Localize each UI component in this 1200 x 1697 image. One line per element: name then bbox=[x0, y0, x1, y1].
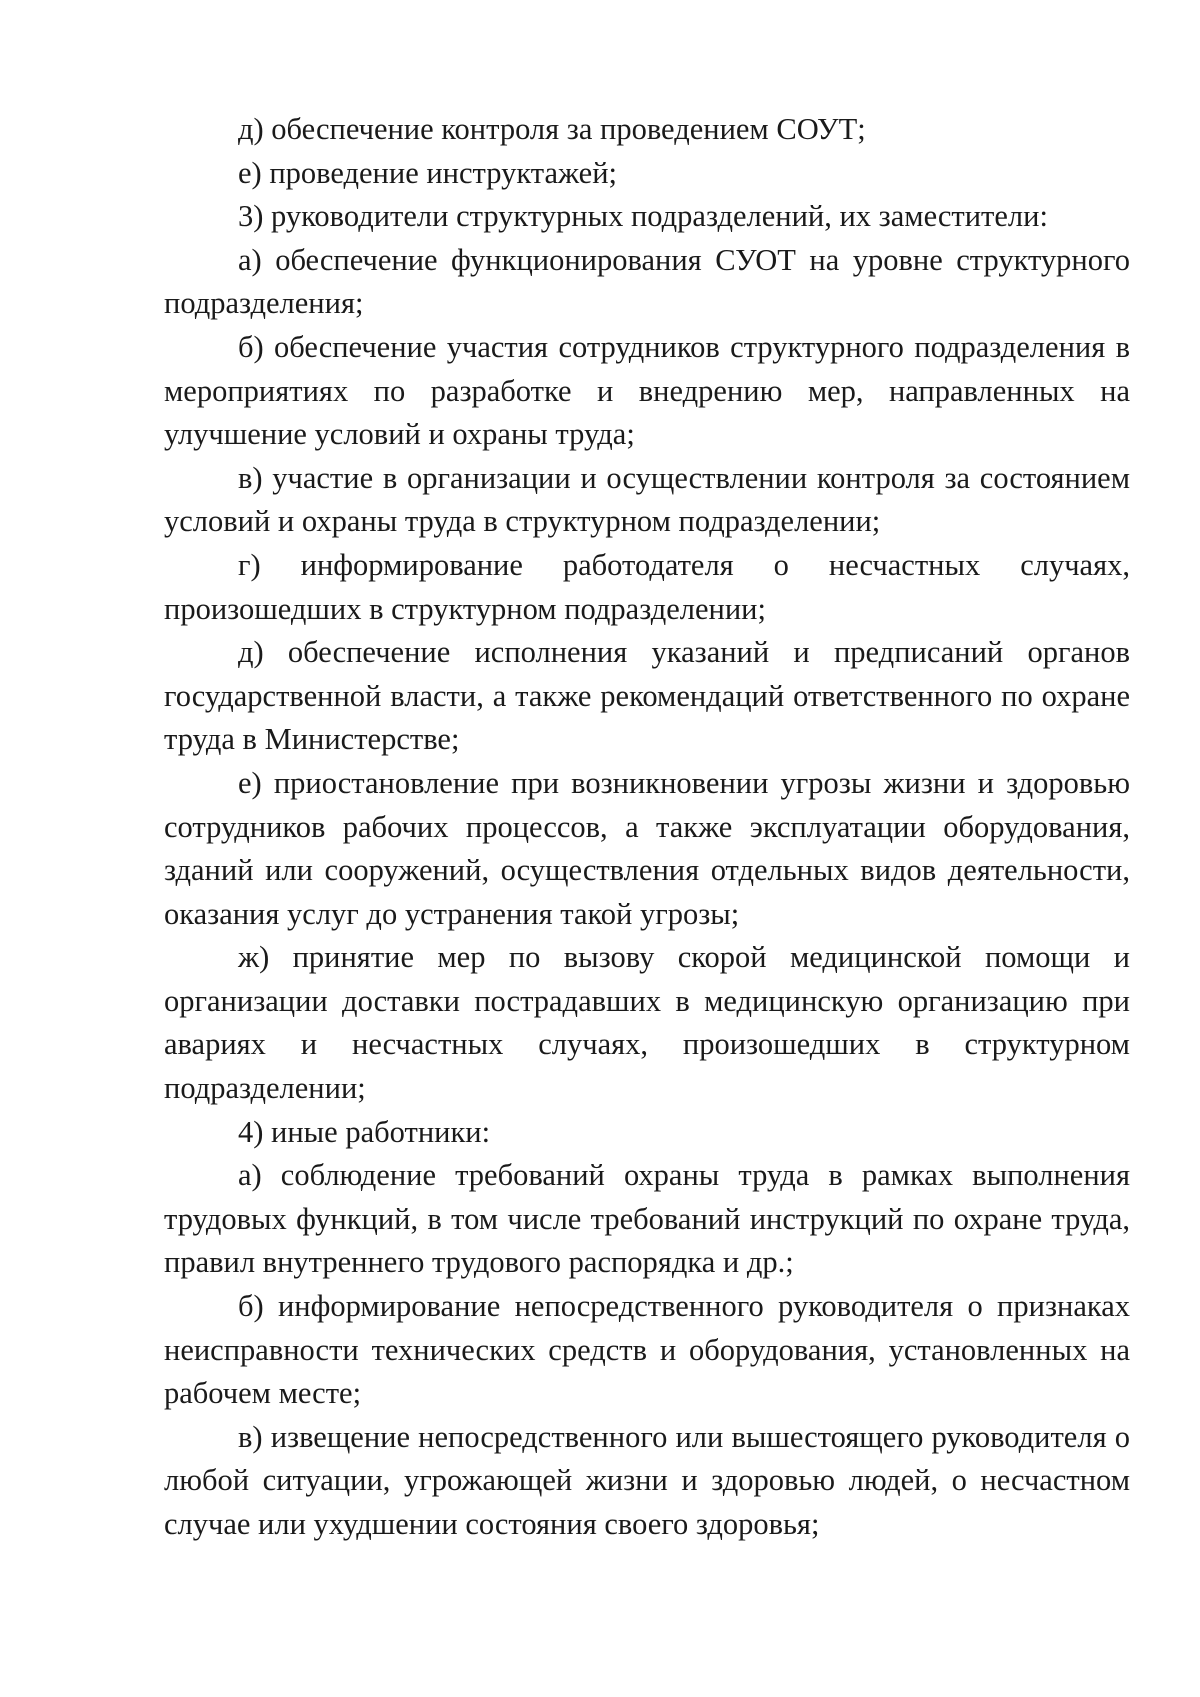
paragraph-d-control: д) обеспечение контроля за проведением СОУТ; bbox=[238, 112, 866, 146]
document-body bbox=[164, 108, 1130, 1547]
paragraph-g-informing: г) информирование работодателя о несчастных случаях, произошедших в структурном подразделении; bbox=[164, 547, 1130, 626]
paragraph-b-participation: б) обеспечение участия сотрудников структурного подразделения в мероприятиях по разработке и внедрению мер, направленных на улучшение условий и охраны труда; bbox=[164, 329, 1130, 452]
paragraph-zh-medical: ж) принятие мер по вызову скорой медицинской помощи и организации доставки пострадавших в медицинскую организацию при авариях и несчастных случаях, произошедших в структурном подразделении; bbox=[164, 940, 1130, 1106]
paragraph-v-notification: в) извещение непосредственного или вышестоящего руководителя о любой ситуации, угрожающей жизни и здоровью людей, о несчастном случае или ухудшении состояния своего здоровья; bbox=[164, 1419, 1130, 1541]
paragraph-4-other-workers: 4) иные работники: bbox=[238, 1114, 491, 1149]
paragraph-d-execution: д) обеспечение исполнения указаний и предписаний органов государственной власти, а также рекомендаций ответственного по охране труда в Министерстве; bbox=[164, 635, 1130, 757]
paragraph-e-suspension: е) приостановление при возникновении угрозы жизни и здоровью сотрудников рабочих процессов, а также эксплуатации оборудования, зданий или сооружений, осуществления отдельных видов деятельности, оказания услуг до устранения такой угрозы; bbox=[164, 765, 1130, 931]
paragraph-a-compliance: а) соблюдение требований охраны труда в рамках выполнения трудовых функций, в том числе требований инструкций по охране труда, правил внутреннего трудового распорядка и др.; bbox=[164, 1158, 1130, 1280]
paragraph-a-functioning: а) обеспечение функционирования СУОТ на уровне структурного подразделения; bbox=[164, 242, 1130, 321]
paragraph-3-heads: 3) руководители структурных подразделений, их заместители: bbox=[238, 199, 1048, 234]
paragraph-b-malfunction: б) информирование непосредственного руководителя о признаках неисправности технических средств и оборудования, установленных на рабочем месте; bbox=[164, 1289, 1130, 1411]
paragraph-e-briefings: е) проведение инструктажей; bbox=[238, 155, 618, 190]
paragraph-v-monitoring: в) участие в организации и осуществлении контроля за состоянием условий и охраны труда в структурном подразделении; bbox=[164, 460, 1130, 539]
